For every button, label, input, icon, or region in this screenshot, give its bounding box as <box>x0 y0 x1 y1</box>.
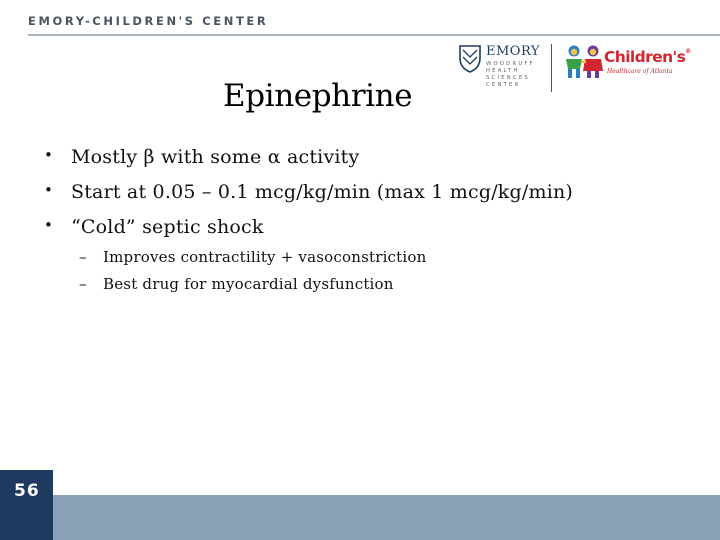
emory-subtitle-line: WOODRUFF <box>486 61 535 67</box>
emory-subtitle-line: HEALTH <box>486 68 520 74</box>
childrens-name <box>604 48 691 66</box>
sub-bullet-text: Improves contractility + vasoconstriction <box>103 248 427 266</box>
emory-subtitle-line: CENTER <box>486 82 521 88</box>
header-divider <box>28 34 720 36</box>
shield-crest-icon <box>458 44 482 74</box>
sub-bullet-marker: – <box>79 275 87 293</box>
sub-bullet-marker: – <box>79 248 87 266</box>
organization-header: EMORY-CHILDREN'S CENTER <box>28 14 269 28</box>
bullet-marker: • <box>44 181 54 199</box>
children-figures-icon <box>563 44 605 80</box>
slide-title: Epinephrine <box>223 78 413 114</box>
bullet-text: Mostly β with some α activity <box>71 146 360 168</box>
childrens-name-text: Children's <box>604 48 686 66</box>
emory-subtitle <box>486 61 535 89</box>
emory-name: EMORY <box>486 44 540 59</box>
sub-bullet-text: Best drug for myocardial dysfunction <box>103 275 394 293</box>
page-number: 56 <box>14 481 40 501</box>
bullet-text: “Cold” septic shock <box>71 216 264 238</box>
bullet-text: Start at 0.05 – 0.1 mcg/kg/min (max 1 mcg/kg/min) <box>71 181 574 203</box>
emory-subtitle-line: SCIENCES <box>486 75 530 81</box>
emory-logo <box>458 44 540 92</box>
childrens-logo <box>563 44 689 82</box>
bullet-marker: • <box>44 216 54 234</box>
childrens-subtitle: Healthcare of Atlanta <box>607 68 673 75</box>
bullet-marker: • <box>44 146 54 164</box>
footer-bar <box>0 495 720 540</box>
logo-divider <box>551 44 552 92</box>
registered-mark: ® <box>685 48 691 55</box>
